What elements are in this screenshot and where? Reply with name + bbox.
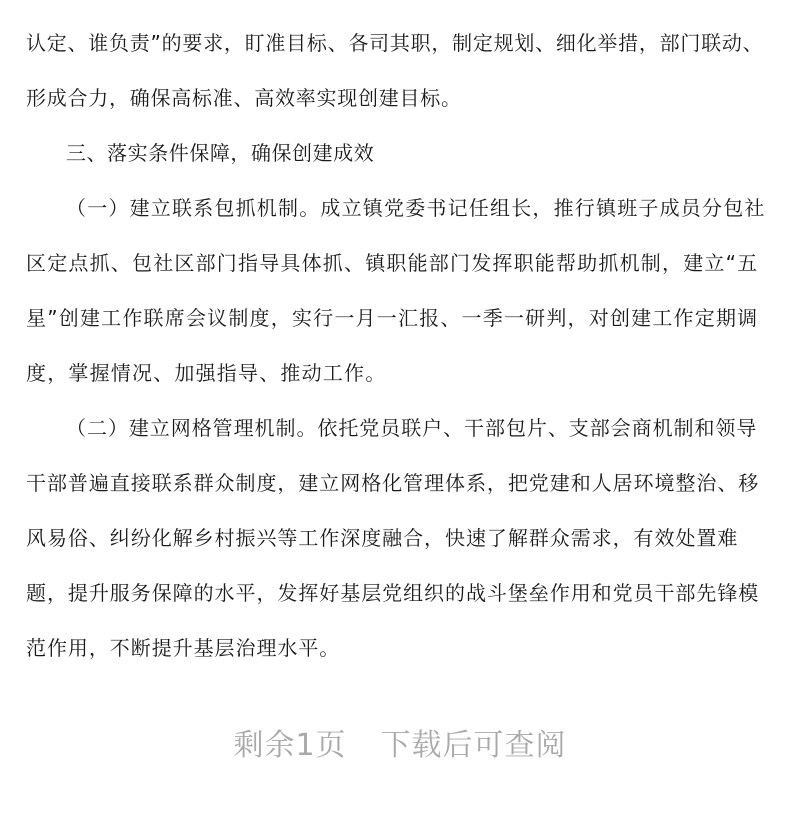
continuation-paragraph: 认定、谁负责”的要求，盯准目标、各司其职，制定规划、细化举措，部门联动、形成合力，确保高标准、高效率实现创建目标。 <box>26 31 764 110</box>
document-body <box>26 16 778 676</box>
paragraph-liaison-mechanism: （一）建立联系包抓机制。成立镇党委书记任组长，推行镇班子成员分包社区定点抓、包社区部门指导具体抓、镇职能部门发挥职能帮助抓机制，建立“五星”创建工作联席会议制度，实行一月一汇报、一季一研判，对创建工作定期调度，掌握情况、加强指导、推动工作。 <box>26 196 766 385</box>
read-more-prompt[interactable] <box>0 720 800 764</box>
download-hint-label: 下载后可查阅 <box>380 728 567 763</box>
paragraph-grid-management: （二）建立网格管理机制。依托党员联户、干部包片、支部会商机制和领导干部普遍直接联系群众制度，建立网格化管理体系，把党建和人居环境整治、移风易俗、纠纷化解乡村振兴等工作深度融合，快速了解群众需求，有效处置难题，提升服务保障的水平，发挥好基层党组织的战斗堡垒作用和党员干部先锋模范作用，不断提升基层治理水平。 <box>26 416 760 660</box>
section-heading: 三、落实条件保障，确保创建成效 <box>66 141 375 165</box>
remaining-pages-label: 剩余1页 <box>233 728 347 763</box>
